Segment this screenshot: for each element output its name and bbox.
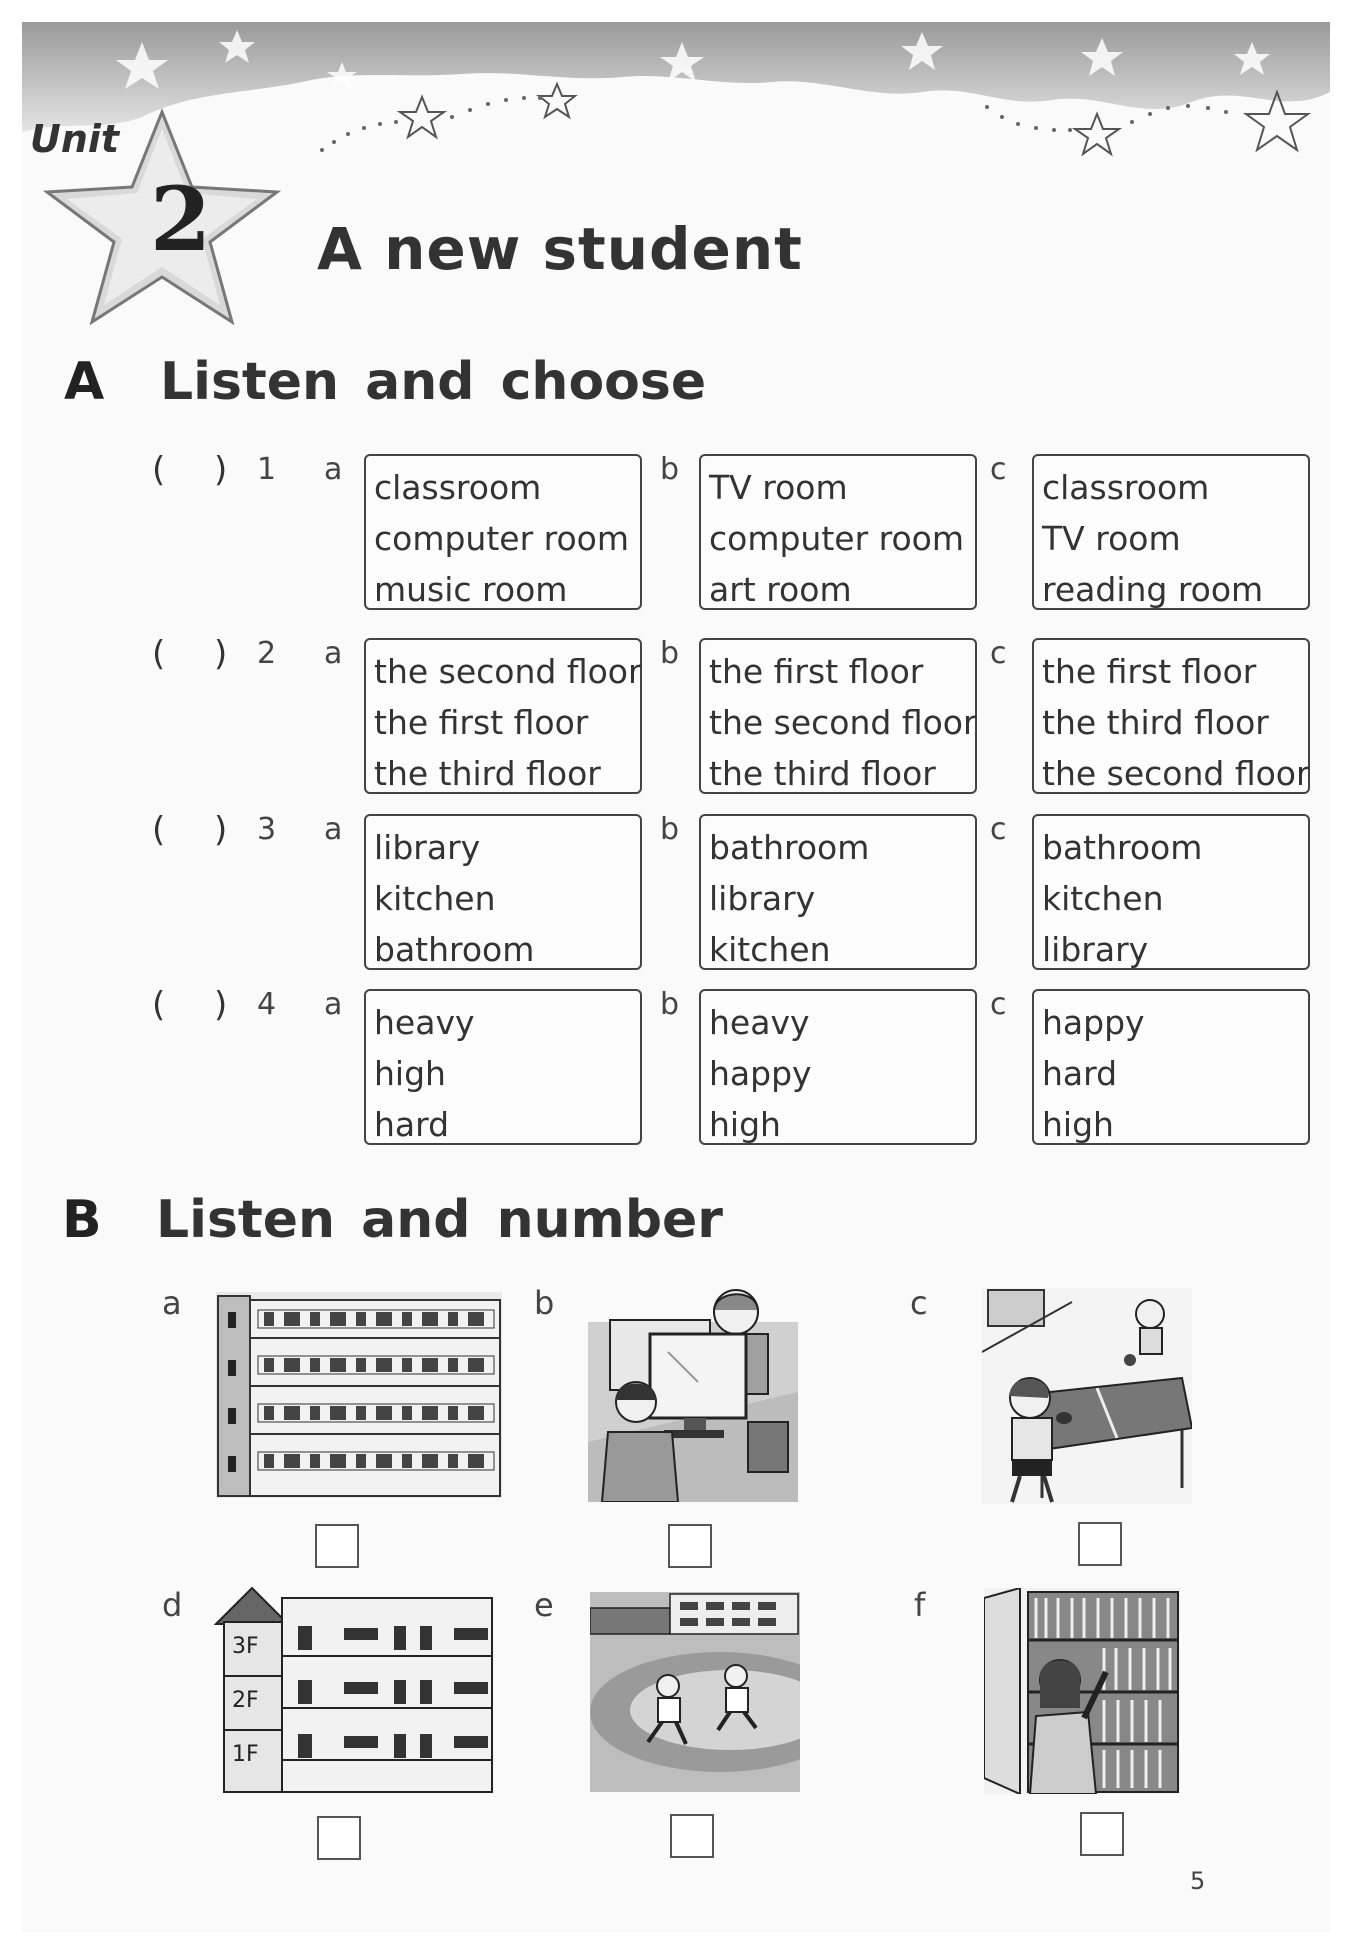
answer-box-a[interactable] (315, 1524, 359, 1568)
option-word: high (709, 1105, 781, 1144)
option-word: kitchen (374, 879, 496, 918)
option-word: library (374, 828, 481, 867)
option-word: kitchen (709, 930, 831, 969)
option-word: the first floor (374, 703, 589, 742)
option-box[interactable] (1032, 989, 1310, 1145)
option-word: TV room (1042, 519, 1181, 558)
answer-parentheses[interactable]: ( ) (152, 810, 228, 850)
option-letter: c (990, 812, 1007, 847)
option-box[interactable] (1032, 814, 1310, 970)
option-letter: a (324, 452, 343, 487)
option-letter: a (324, 987, 343, 1022)
question-number: 2 (257, 636, 277, 671)
option-word: bathroom (374, 930, 535, 969)
option-letter: c (990, 452, 1007, 487)
question-row (152, 985, 1312, 1145)
option-word: computer room (709, 519, 965, 558)
section-b-title: Listen and number (156, 1190, 723, 1250)
library-icon (984, 1588, 1180, 1794)
option-word: library (1042, 930, 1149, 969)
option-letter: a (324, 636, 343, 671)
option-box[interactable] (364, 989, 642, 1145)
option-word: the second floor (709, 703, 977, 742)
answer-parentheses[interactable]: ( ) (152, 985, 228, 1025)
answer-box-e[interactable] (670, 1814, 714, 1858)
option-word: computer room (374, 519, 630, 558)
answer-parentheses[interactable]: ( ) (152, 634, 228, 674)
option-letter: c (990, 636, 1007, 671)
floor-label-3f: 3F (232, 1634, 259, 1659)
option-word: heavy (709, 1003, 810, 1042)
option-box[interactable] (364, 814, 642, 970)
answer-box-f[interactable] (1080, 1812, 1124, 1856)
option-letter: b (660, 636, 680, 671)
table-tennis-icon (982, 1288, 1192, 1504)
option-box[interactable] (1032, 638, 1310, 794)
option-letter: b (660, 987, 680, 1022)
option-word: happy (709, 1054, 812, 1093)
section-a-letter: A (64, 352, 105, 412)
option-letter: b (660, 452, 680, 487)
option-word: the first floor (709, 652, 924, 691)
option-letter: a (324, 812, 343, 847)
option-word: library (709, 879, 816, 918)
option-word: art room (709, 570, 852, 609)
unit-label: Unit (30, 117, 120, 161)
answer-box-c[interactable] (1078, 1522, 1122, 1566)
option-box[interactable] (699, 454, 977, 610)
option-word: bathroom (709, 828, 870, 867)
option-word: the third floor (1042, 703, 1269, 742)
running-track-icon (590, 1592, 800, 1792)
option-word: heavy (374, 1003, 475, 1042)
option-word: hard (1042, 1054, 1118, 1093)
floor-label-2f: 2F (232, 1688, 259, 1713)
option-word: kitchen (1042, 879, 1164, 918)
section-a-title: Listen and choose (160, 352, 707, 412)
answer-box-b[interactable] (668, 1524, 712, 1568)
option-word: happy (1042, 1003, 1145, 1042)
answer-box-d[interactable] (317, 1816, 361, 1860)
option-word: classroom (1042, 468, 1210, 507)
picture-letter-c: c (910, 1284, 928, 1322)
option-word: the second floor (1042, 754, 1310, 793)
computer-room-icon (588, 1282, 798, 1502)
floor-label-1f: 1F (232, 1742, 259, 1767)
answer-parentheses[interactable]: ( ) (152, 450, 228, 490)
option-box[interactable] (1032, 454, 1310, 610)
page-number: 5 (1190, 1867, 1206, 1895)
option-word: music room (374, 570, 568, 609)
picture-letter-d: d (162, 1586, 183, 1624)
option-word: high (374, 1054, 446, 1093)
option-box[interactable] (364, 454, 642, 610)
option-word: the third floor (709, 754, 936, 793)
workbook-page (22, 22, 1330, 1932)
question-row (152, 634, 1312, 794)
picture-letter-a: a (162, 1284, 182, 1322)
picture-letter-b: b (534, 1284, 555, 1322)
picture-letter-e: e (534, 1586, 554, 1624)
section-b-letter: B (62, 1190, 102, 1250)
option-word: the first floor (1042, 652, 1257, 691)
option-word: hard (374, 1105, 450, 1144)
question-row (152, 450, 1312, 610)
option-word: reading room (1042, 570, 1264, 609)
option-letter: c (990, 987, 1007, 1022)
option-box[interactable] (364, 638, 642, 794)
option-word: bathroom (1042, 828, 1203, 867)
option-word: TV room (709, 468, 848, 507)
option-word: the third floor (374, 754, 601, 793)
unit-number: 2 (150, 167, 212, 271)
picture-letter-f: f (914, 1586, 926, 1624)
question-number: 4 (257, 987, 277, 1022)
question-number: 3 (257, 812, 277, 847)
option-word: classroom (374, 468, 542, 507)
question-row (152, 810, 1312, 970)
page-title: A new student (317, 215, 803, 283)
option-box[interactable] (699, 989, 977, 1145)
option-word: high (1042, 1105, 1114, 1144)
option-box[interactable] (699, 638, 977, 794)
option-box[interactable] (699, 814, 977, 970)
option-letter: b (660, 812, 680, 847)
option-word: the second floor (374, 652, 642, 691)
school-building-icon (214, 1290, 504, 1500)
question-number: 1 (257, 452, 277, 487)
